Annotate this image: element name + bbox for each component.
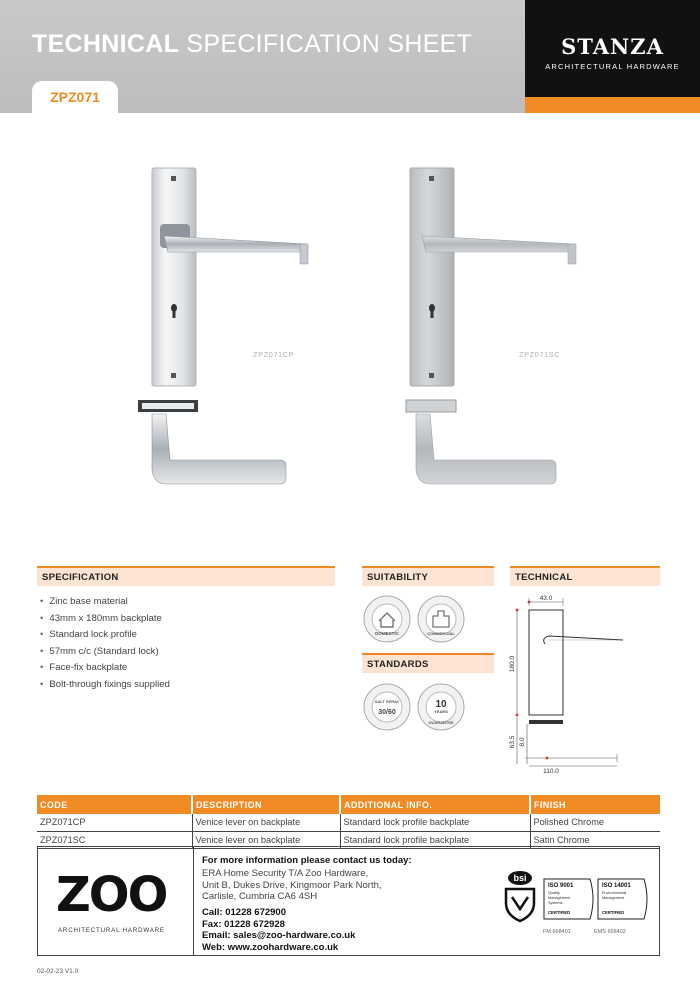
header-title-area: [0, 0, 525, 113]
contact-web[interactable]: Web: www.zoohardware.co.uk: [202, 941, 339, 953]
contact-call: Call: 01228 672900: [202, 907, 286, 918]
spec-item: • 43mm x 180mm backplate: [40, 611, 170, 628]
spec-item: • Face-fix backplate: [40, 660, 170, 677]
suitability-heading: SUITABILITY: [362, 566, 494, 586]
brand-tagline: ARCHITECTURAL HARDWARE: [545, 62, 680, 71]
page-title: TECHNICAL SPECIFICATION SHEET: [32, 30, 473, 58]
guarantee-unit: YEARS: [434, 709, 448, 714]
product-table: [37, 795, 660, 849]
col-finish: FINISH: [530, 795, 660, 814]
iso-9001-icon: [540, 877, 598, 921]
contact-address: [202, 868, 382, 903]
brand-accent-bar: [525, 97, 700, 113]
iso9001-mark: CERTIFIED: [548, 910, 571, 915]
domestic-house-icon: [362, 594, 412, 644]
dim-height: 180.0: [509, 655, 516, 673]
cell-additional-info: Standard lock profile backplate: [340, 814, 530, 831]
standards-heading: STANDARDS: [362, 653, 494, 673]
address-line: Carlisle, Cumbria CA6 4SH: [202, 891, 318, 902]
dim-projection: 110.0: [543, 768, 559, 775]
iso9001-line: Management: [548, 896, 571, 900]
specification-list: [40, 594, 170, 693]
guarantee-value: 10: [435, 699, 447, 710]
salt-spray-text: SALT SPRAY: [374, 699, 400, 704]
dim-width: 43.0: [539, 595, 553, 602]
cell-additional-info: Standard lock profile backplate: [340, 831, 530, 848]
salt-spray-value: 30/60: [378, 709, 396, 716]
cell-finish: Satin Chrome: [530, 831, 660, 848]
dim-rose: 63.5: [509, 735, 516, 749]
contact-fax: Fax: 01228 672928: [202, 918, 285, 930]
cell-description: Venice lever on backplate: [192, 814, 340, 831]
technical-heading: TECHNICAL: [510, 566, 660, 586]
dim-rose-small: 8.0: [519, 737, 526, 747]
spec-item: • Standard lock profile: [40, 627, 170, 644]
product-code: ZPZ071: [50, 89, 100, 105]
cell-code: ZPZ071CP: [37, 814, 192, 831]
document-version: 02-02-23 V1.0: [37, 968, 79, 975]
header-banner: [0, 0, 700, 113]
cell-description: Venice lever on backplate: [192, 831, 340, 848]
product-image-satin-chrome: [388, 160, 588, 500]
footer-divider: [193, 847, 194, 955]
product-label-cp: ZPZ071CP: [253, 350, 295, 359]
iso14001-title: ISO 14001: [602, 883, 631, 889]
iso9001-line: Quality: [548, 891, 560, 895]
address-line: ERA Home Security T/A Zoo Hardware,: [202, 868, 369, 879]
bsi-logo-text: bsi: [513, 873, 527, 883]
iso9001-title: ISO 9001: [548, 883, 574, 889]
table-header-row: [37, 795, 660, 814]
suitability-commercial-text: COMMERCIAL: [427, 631, 455, 636]
spec-item: • 57mm c/c (Standard lock): [40, 644, 170, 661]
product-label-sc: ZPZ071SC: [519, 350, 561, 359]
iso9001-code: FM 668401: [543, 929, 571, 935]
col-additional-info: ADDITIONAL INFO.: [340, 795, 530, 814]
address-line: Unit B, Dukes Drive, Kingmoor Park North,: [202, 879, 382, 891]
footer-contact-box: [37, 846, 660, 956]
brand-logo: STANZA: [561, 34, 664, 59]
specification-heading: SPECIFICATION: [37, 566, 335, 586]
cell-code: ZPZ071SC: [37, 831, 192, 848]
col-description: DESCRIPTION: [192, 795, 340, 814]
product-image-polished-chrome: [130, 160, 330, 500]
contact-heading: For more information please contact us today:: [202, 855, 412, 866]
technical-drawing: [505, 592, 660, 777]
iso14001-code: EMS 668402: [594, 929, 626, 935]
product-code-tab: [32, 81, 118, 113]
iso9001-line: Systems: [548, 901, 563, 905]
iso14001-line: Environmental: [602, 891, 627, 895]
spec-item: • Bolt-through fixings supplied: [40, 677, 170, 694]
table-row: [37, 814, 660, 831]
salt-spray-icon: [362, 682, 412, 732]
iso14001-mark: CERTIFIED: [602, 910, 625, 915]
commercial-building-icon: [416, 594, 466, 644]
spec-item: • Zinc base material: [40, 594, 170, 611]
iso14001-line: Management: [602, 896, 625, 900]
zoo-logo: ZOO: [56, 867, 167, 923]
suitability-domestic-text: DOMESTIC: [375, 631, 399, 636]
guarantee-text: GUARANTEE: [428, 720, 454, 725]
mechanical-guarantee-icon: [416, 682, 466, 732]
cell-finish: Polished Chrome: [530, 814, 660, 831]
bsi-kitemark-icon: [498, 869, 543, 924]
zoo-logo-tagline: ARCHITECTURAL HARDWARE: [58, 927, 165, 934]
col-code: CODE: [37, 795, 192, 814]
contact-details: [202, 907, 355, 953]
contact-email[interactable]: Email: sales@zoo-hardware.co.uk: [202, 930, 356, 941]
iso-14001-icon: [594, 877, 652, 921]
